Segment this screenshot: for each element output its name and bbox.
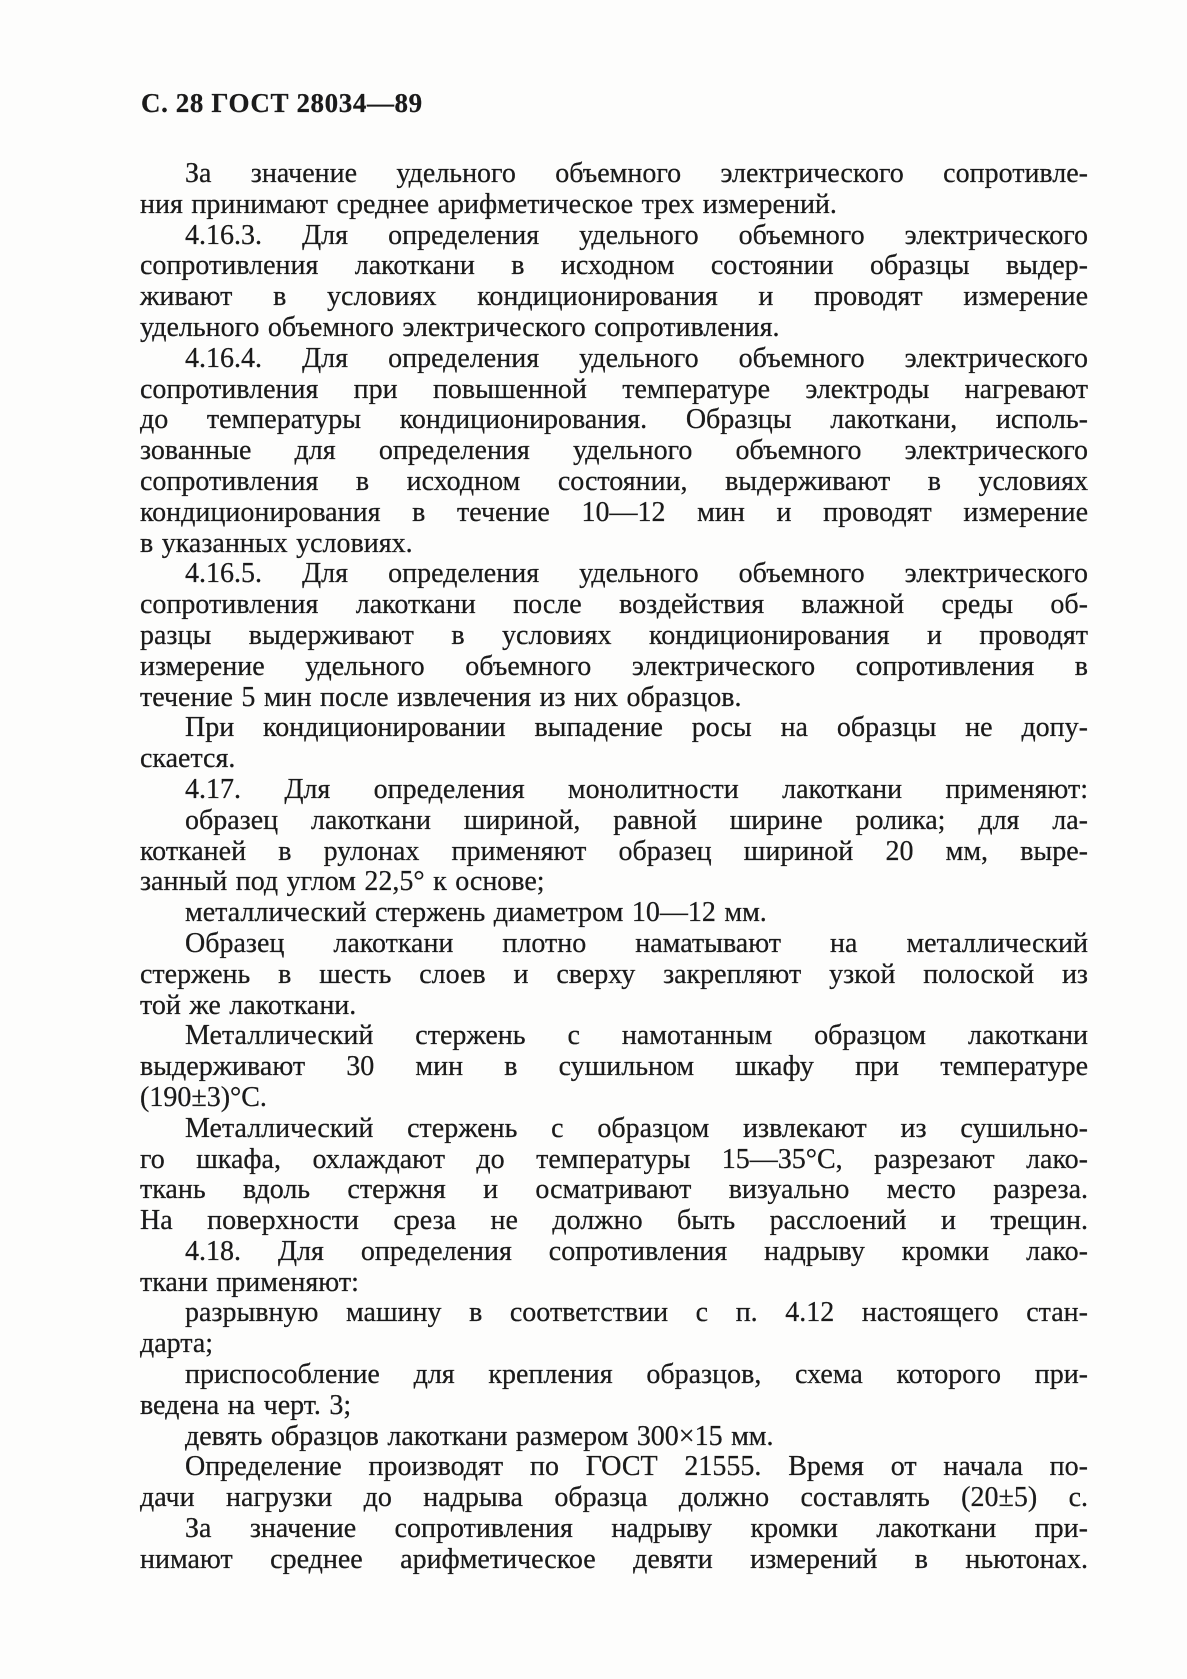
paragraph <box>140 221 1088 344</box>
text-line: скается. <box>140 743 236 775</box>
text-line: 4.17. Для определения монолитности лакоткани применяют: <box>185 773 1088 805</box>
text-line: ткани применяют: <box>140 1266 359 1298</box>
text-line: На поверхности среза не должно быть расслоений и трещин. <box>140 1205 1088 1237</box>
paragraph <box>140 713 1088 775</box>
text-line: зованные для определения удельного объемного электрического <box>140 435 1088 467</box>
text-line: сопротивления лакоткани после воздействия влажной среды об- <box>140 589 1088 621</box>
paragraph <box>140 1514 1088 1576</box>
text-line: 4.16.3. Для определения удельного объемного электрического <box>185 219 1088 251</box>
text-line: го шкафа, охлаждают до температуры 15—35°С, разрезают лако- <box>140 1143 1088 1175</box>
paragraph <box>140 775 1088 806</box>
text-column <box>140 159 1088 1576</box>
text-line: дачи нагрузки до надрыва образца должно составлять (20±5) с. <box>140 1482 1088 1514</box>
paragraph <box>140 929 1088 1021</box>
text-line: ния принимают среднее арифметическое трех измерений. <box>140 188 837 220</box>
paragraph <box>140 1114 1088 1237</box>
paragraph <box>140 159 1088 221</box>
paragraph <box>140 1021 1088 1113</box>
text-line: 4.16.4. Для определения удельного объемного электрического <box>185 342 1088 374</box>
text-line: При кондиционировании выпадение росы на образцы не допу- <box>185 712 1088 744</box>
text-line: сопротивления при повышенной температуре электроды нагревают <box>140 373 1088 405</box>
paragraph <box>140 1422 1088 1453</box>
text-line: образец лакоткани шириной, равной ширине ролика; для ла- <box>185 804 1088 836</box>
text-line: Металлический стержень с образцом извлекают из сушильно- <box>185 1112 1088 1144</box>
text-line: в указанных условиях. <box>140 527 413 559</box>
text-line: занный под углом 22,5° к основе; <box>140 866 545 898</box>
text-line: 4.18. Для определения сопротивления надрыву кромки лако- <box>185 1235 1088 1267</box>
paragraph <box>140 1237 1088 1299</box>
text-line: Определение производят по ГОСТ 21555. Время от начала по- <box>185 1451 1088 1483</box>
text-line: ткань вдоль стержня и осматривают визуально место разреза. <box>140 1174 1088 1206</box>
text-line: дарта; <box>140 1328 214 1360</box>
text-line: За значение удельного объемного электрического сопротивле- <box>185 158 1088 189</box>
text-line: Металлический стержень с намотанным образцом лакоткани <box>185 1020 1088 1052</box>
paragraph <box>140 1452 1088 1514</box>
text-line: нимают среднее арифметическое девяти измерений в ньютонах. <box>140 1543 1088 1575</box>
paragraph <box>140 1298 1088 1360</box>
text-line: разцы выдерживают в условиях кондиционирования и проводят <box>140 619 1088 651</box>
text-line: той же лакоткани. <box>140 989 357 1021</box>
text-line: котканей в рулонах применяют образец шириной 20 мм, выре- <box>140 835 1088 867</box>
text-line: стержень в шесть слоев и сверху закрепляют узкой полоской из <box>140 958 1088 990</box>
text-line: разрывную машину в соответствии с п. 4.12 настоящего стан- <box>185 1297 1088 1329</box>
text-line: металлический стержень диаметром 10—12 мм. <box>185 897 767 929</box>
text-line: выдерживают 30 мин в сушильном шкафу при температуре <box>140 1051 1088 1083</box>
text-line: измерение удельного объемного электрического сопротивления в <box>140 650 1088 682</box>
text-line: живают в условиях кондиционирования и проводят измерение <box>140 281 1088 313</box>
paragraph <box>140 806 1088 898</box>
text-line: (190±3)°С. <box>140 1081 267 1113</box>
text-line: ведена на черт. 3; <box>140 1389 352 1421</box>
text-line: удельного объемного электрического сопротивления. <box>140 311 780 343</box>
text-line: приспособление для крепления образцов, схема которого при- <box>185 1359 1088 1391</box>
text-line: сопротивления в исходном состоянии, выдерживают в условиях <box>140 465 1088 497</box>
text-line: девять образцов лакоткани размером 300×15 мм. <box>185 1420 774 1452</box>
text-line: до температуры кондиционирования. Образцы лакоткани, исполь- <box>140 404 1088 436</box>
paragraph <box>140 898 1088 929</box>
paragraph <box>140 559 1088 713</box>
text-line: течение 5 мин после извлечения из них образцов. <box>140 681 742 713</box>
text-line: кондиционирования в течение 10—12 мин и проводят измерение <box>140 496 1088 528</box>
paragraph <box>140 344 1088 560</box>
page-header: С. 28 ГОСТ 28034—89 <box>141 88 423 118</box>
text-line: сопротивления лакоткани в исходном состоянии образцы выдер- <box>140 250 1088 282</box>
text-line: 4.16.5. Для определения удельного объемного электрического <box>185 558 1088 590</box>
paragraph <box>140 1360 1088 1422</box>
text-line: За значение сопротивления надрыву кромки лакоткани при- <box>185 1513 1088 1545</box>
text-line: Образец лакоткани плотно наматывают на металлический <box>185 927 1088 959</box>
